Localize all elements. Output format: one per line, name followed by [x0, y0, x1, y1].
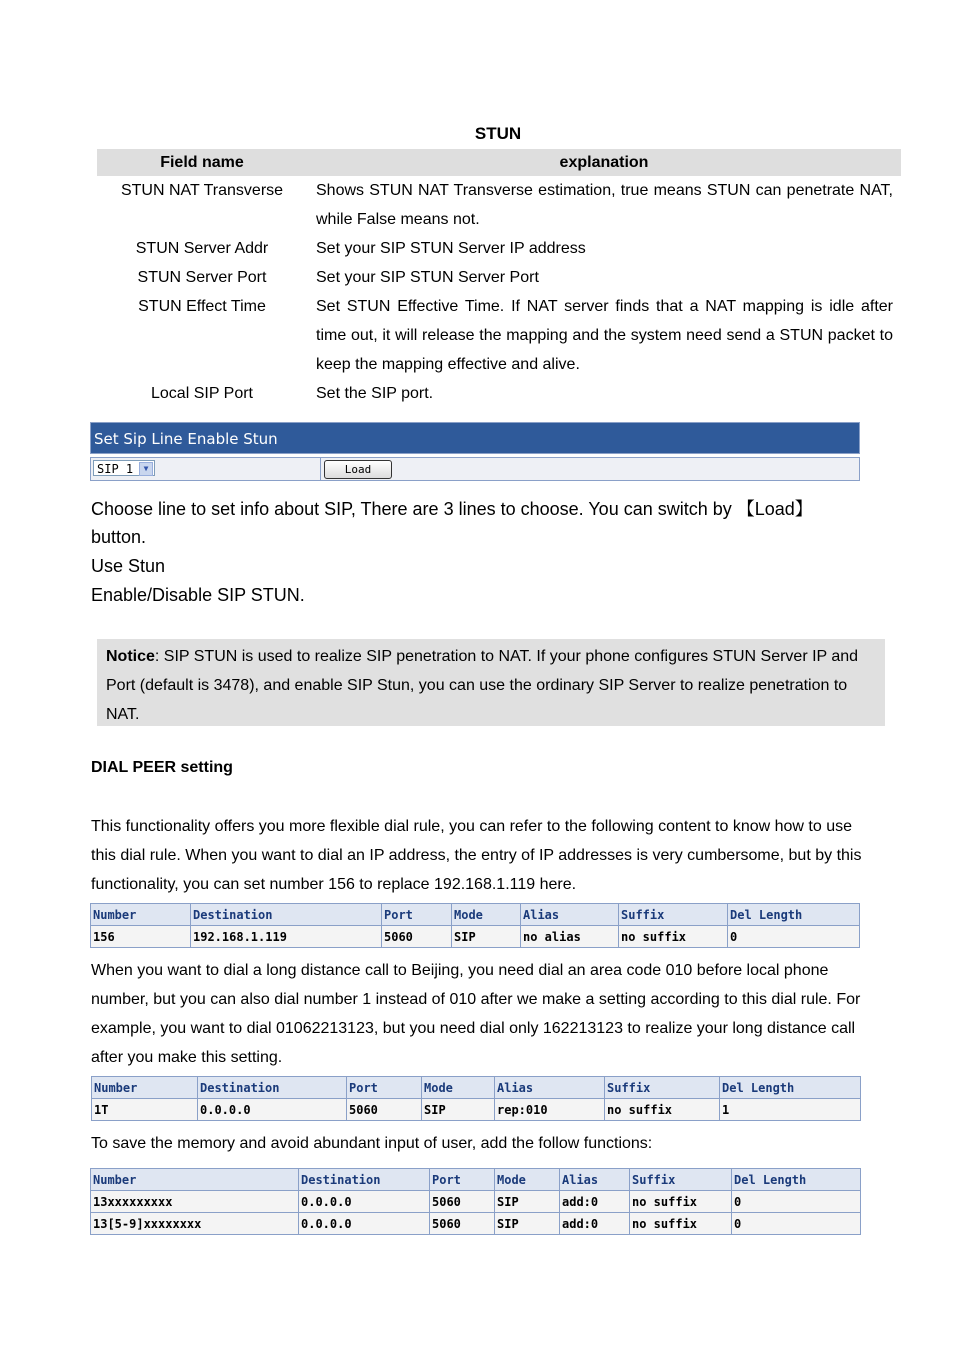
dial-peer-table-1 — [90, 903, 860, 948]
dial-peer-table-3 — [90, 1168, 861, 1235]
table-row — [92, 1099, 861, 1121]
notice-text: : SIP STUN is used to realize SIP penetration to NAT. If your phone configures STUN Server IP and Port (default is 3478), and enable SIP Stun, you can use the ordinary SIP Server to realize penetration to NAT. — [106, 648, 859, 723]
sip-line-select-value: SIP 1 — [97, 462, 134, 476]
cell-number: 156 — [91, 926, 191, 948]
field-explanation: Set the SIP port. — [316, 385, 434, 402]
column-header: Destination — [191, 904, 382, 926]
cell-mode: SIP — [495, 1191, 560, 1213]
long-distance-text: When you want to dial a long distance call to Beijing, you need dial an area code 010 before local phone number, but you can also dial number 1 instead of 010 after we make a setting according to this dial rule. For example, you want to dial 01062213123, but you need dial only 162213123 to realize your long distance call after you make this setting. — [91, 962, 861, 1066]
cell-destination: 0.0.0.0 — [198, 1099, 347, 1121]
column-header: Suffix — [619, 904, 728, 926]
section-heading: DIAL PEER setting — [91, 759, 233, 776]
stun-table-header — [97, 149, 901, 176]
table-row — [91, 1191, 861, 1213]
cell-mode: SIP — [422, 1099, 495, 1121]
field-explanation: Set your SIP STUN Server IP address — [316, 240, 586, 257]
column-header: Number — [91, 904, 191, 926]
cell-alias: rep:010 — [495, 1099, 605, 1121]
cell-del-length: 0 — [732, 1191, 861, 1213]
cell-port: 5060 — [382, 926, 452, 948]
table-row — [97, 263, 901, 292]
cell-destination: 0.0.0.0 — [299, 1191, 430, 1213]
table-row — [97, 176, 901, 234]
field-name: STUN NAT Transverse — [120, 182, 284, 199]
enable-disable-text: Enable/Disable SIP STUN. — [91, 585, 305, 605]
column-header: Port — [347, 1077, 422, 1099]
field-name: STUN Effect Time — [138, 298, 266, 315]
column-header: Suffix — [605, 1077, 720, 1099]
sip-line-row — [90, 457, 860, 481]
load-button[interactable]: Load — [324, 460, 392, 479]
column-header: Alias — [521, 904, 619, 926]
table-header-row — [92, 1077, 861, 1099]
dial-peer-table-2 — [91, 1076, 861, 1121]
cell-alias: no alias — [521, 926, 619, 948]
field-name: STUN Server Addr — [135, 240, 269, 257]
field-name: Local SIP Port — [151, 385, 253, 402]
column-header: Alias — [495, 1077, 605, 1099]
cell-number: 13xxxxxxxxx — [91, 1191, 299, 1213]
cell-port: 5060 — [347, 1099, 422, 1121]
column-header: Del Length — [732, 1169, 861, 1191]
table-row — [97, 292, 901, 379]
stun-table — [97, 149, 901, 408]
save-memory-text: To save the memory and avoid abundant input of user, add the follow functions: — [91, 1135, 653, 1152]
column-header: Mode — [495, 1169, 560, 1191]
sip-stun-panel — [90, 422, 860, 481]
cell-mode: SIP — [495, 1213, 560, 1235]
sip-line-select[interactable] — [93, 460, 155, 476]
cell-del-length: 1 — [720, 1099, 861, 1121]
field-explanation: Set your SIP STUN Server Port — [316, 269, 539, 286]
cell-del-length: 0 — [728, 926, 860, 948]
choose-line-text-cont: button. — [91, 527, 147, 547]
table-row — [91, 1213, 861, 1235]
column-header: Number — [92, 1077, 198, 1099]
cell-suffix: no suffix — [619, 926, 728, 948]
table-row — [97, 234, 901, 263]
column-header: Mode — [422, 1077, 495, 1099]
table-row — [91, 926, 860, 948]
cell-suffix: no suffix — [630, 1191, 732, 1213]
dial-peer-intro: This functionality offers you more flexible dial rule, you can refer to the following content to know how to use this dial rule. When you want to dial an IP address, the entry of IP addresses is very cumbersome, but by this functionality, you can set number 156 to replace 192.168.1.119 here. — [91, 818, 862, 893]
cell-alias: add:0 — [560, 1213, 630, 1235]
notice-label: Notice — [106, 648, 155, 665]
table-header-row — [91, 1169, 861, 1191]
column-header: Port — [430, 1169, 495, 1191]
column-header: Suffix — [630, 1169, 732, 1191]
column-header: Destination — [299, 1169, 430, 1191]
column-header: Port — [382, 904, 452, 926]
cell-del-length: 0 — [732, 1213, 861, 1235]
use-stun-label: Use Stun — [91, 556, 166, 576]
divider — [320, 458, 321, 480]
column-header: Alias — [560, 1169, 630, 1191]
table-row — [97, 379, 901, 408]
cell-port: 5060 — [430, 1213, 495, 1235]
column-header: Number — [91, 1169, 299, 1191]
table-header-row — [91, 904, 860, 926]
panel-title: Set Sip Line Enable Stun — [90, 422, 860, 454]
field-explanation: Shows STUN NAT Transverse estimation, true means STUN can penetrate NAT, while False means not. — [316, 182, 893, 228]
stun-table-title: STUN — [474, 124, 522, 143]
chevron-down-icon[interactable]: ▼ — [139, 462, 153, 476]
column-header: Destination — [198, 1077, 347, 1099]
cell-destination: 0.0.0.0 — [299, 1213, 430, 1235]
field-name: STUN Server Port — [137, 269, 267, 286]
cell-port: 5060 — [430, 1191, 495, 1213]
field-explanation: Set STUN Effective Time. If NAT server finds that a NAT mapping is idle after time out, it will release the mapping and the system need send a STUN packet to keep the mapping effective and alive. — [316, 298, 893, 373]
column-header-field-name: Field name — [97, 149, 307, 176]
column-header: Del Length — [728, 904, 860, 926]
column-header-explanation: explanation — [307, 149, 901, 176]
choose-line-text: Choose line to set info about SIP, There are 3 lines to choose. You can switch by 【Load】 — [91, 499, 813, 519]
cell-mode: SIP — [452, 926, 521, 948]
notice-box — [97, 639, 885, 726]
column-header: Del Length — [720, 1077, 861, 1099]
cell-suffix: no suffix — [630, 1213, 732, 1235]
column-header: Mode — [452, 904, 521, 926]
cell-suffix: no suffix — [605, 1099, 720, 1121]
cell-destination: 192.168.1.119 — [191, 926, 382, 948]
cell-alias: add:0 — [560, 1191, 630, 1213]
cell-number: 13[5-9]xxxxxxxx — [91, 1213, 299, 1235]
cell-number: 1T — [92, 1099, 198, 1121]
